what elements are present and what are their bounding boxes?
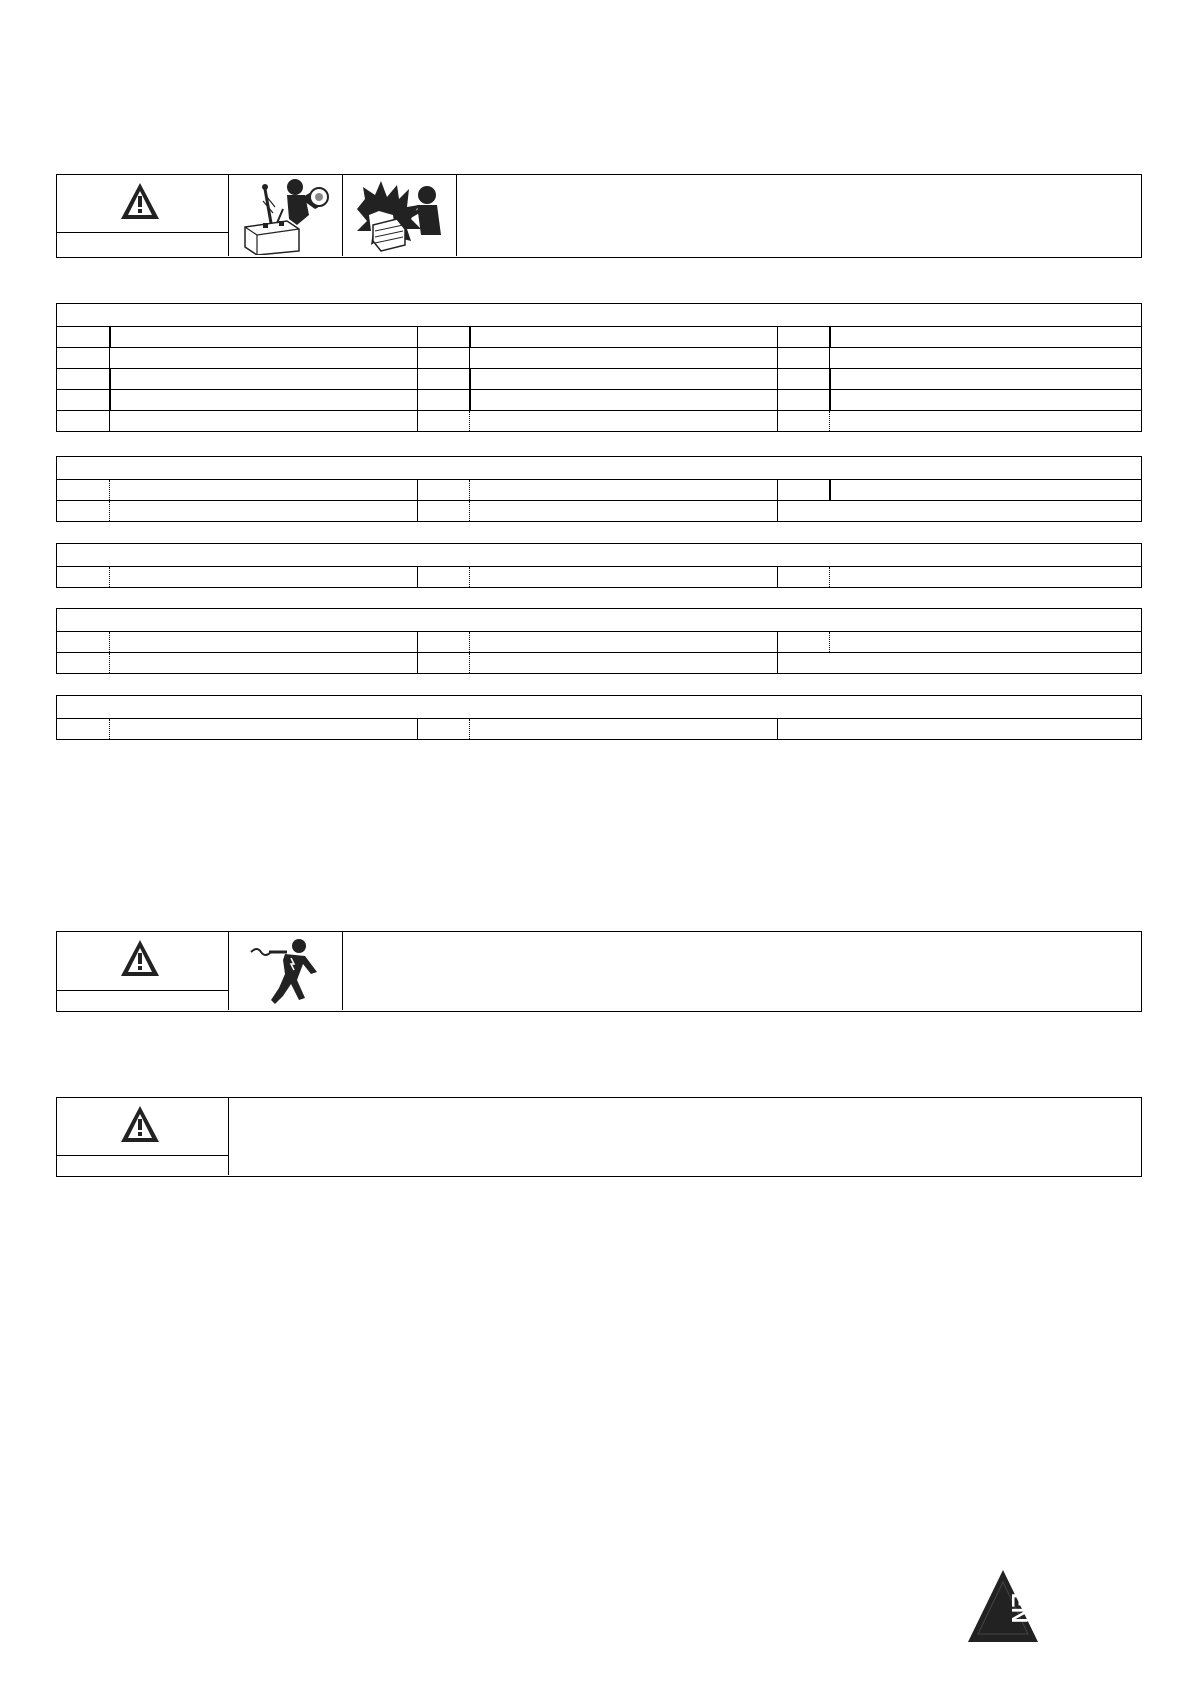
cell-value	[469, 501, 777, 521]
cell-code	[417, 501, 469, 521]
table-title	[57, 544, 1141, 566]
cell-value	[109, 369, 417, 389]
cell-code	[57, 369, 109, 389]
column-divider	[456, 175, 457, 256]
cell-code	[57, 653, 109, 673]
cell-value	[109, 411, 417, 431]
cell-code	[417, 348, 469, 368]
cell-value	[469, 390, 777, 410]
table-row	[57, 652, 1141, 673]
cell-value	[109, 632, 417, 652]
cell-value	[469, 369, 777, 389]
language-badge-label: EN	[1007, 1592, 1032, 1624]
cell-code	[417, 480, 469, 500]
table-row	[57, 500, 1141, 521]
cell-value	[469, 719, 777, 739]
cell-value	[469, 567, 777, 587]
cell-code	[57, 632, 109, 652]
cell-code	[777, 390, 829, 410]
cell-value	[469, 632, 777, 652]
table-title-row	[57, 609, 1141, 631]
cell-code	[777, 348, 829, 368]
cell-code	[777, 369, 829, 389]
table-title	[57, 304, 1141, 326]
cell-value	[109, 501, 417, 521]
language-badge-icon	[966, 1568, 1040, 1649]
cell-code	[57, 501, 109, 521]
cell-value	[829, 390, 1141, 410]
cell-value	[109, 567, 417, 587]
table-row	[57, 326, 1141, 347]
table-row	[57, 566, 1141, 587]
cell-value	[109, 480, 417, 500]
warning-message	[458, 175, 1138, 256]
cell-code	[417, 369, 469, 389]
cell-code	[417, 411, 469, 431]
cell-code	[417, 632, 469, 652]
cell-value	[469, 327, 777, 347]
data-table-5	[56, 695, 1142, 740]
cell-code	[777, 480, 829, 500]
table-title-row	[57, 544, 1141, 566]
cell-code	[417, 719, 469, 739]
table-row	[57, 631, 1141, 652]
table-title-row	[57, 457, 1141, 479]
cell-value	[829, 327, 1141, 347]
cell-value	[829, 348, 1141, 368]
cell-code	[57, 390, 109, 410]
table-title	[57, 609, 1141, 631]
cell-value	[829, 369, 1141, 389]
column-divider	[228, 1098, 229, 1175]
warning-triangle-icon	[119, 938, 161, 978]
column-divider	[342, 932, 343, 1010]
table-row	[57, 718, 1141, 739]
cell-value	[829, 567, 1141, 587]
warning-block-3	[56, 1097, 1142, 1177]
cell-value	[109, 653, 417, 673]
table-title-row	[57, 696, 1141, 718]
data-table-3	[56, 543, 1142, 588]
cell-value	[469, 348, 777, 368]
cell-code	[57, 480, 109, 500]
cell-code	[57, 348, 109, 368]
cell-code	[777, 567, 829, 587]
table-row	[57, 479, 1141, 500]
warning-message	[344, 932, 1138, 1010]
cell-code	[417, 567, 469, 587]
cell-value	[829, 411, 1141, 431]
table-title-row	[57, 304, 1141, 326]
data-table-4	[56, 608, 1142, 674]
battery-acid-hazard-icon	[235, 179, 335, 260]
table-title	[57, 696, 1141, 718]
warning-triangle-icon	[119, 181, 161, 221]
signal-word-divider	[57, 990, 228, 991]
cell-code	[57, 411, 109, 431]
table-row	[57, 410, 1141, 431]
table-row	[57, 389, 1141, 410]
cell-value	[109, 719, 417, 739]
data-table-1	[56, 303, 1142, 432]
cell-code	[417, 653, 469, 673]
cell-code	[777, 327, 829, 347]
cell-code	[417, 390, 469, 410]
explosion-hazard-icon	[349, 179, 449, 260]
cell-divider	[777, 501, 778, 521]
cell-value	[829, 480, 1141, 500]
data-table-2	[56, 456, 1142, 522]
electric-shock-hazard-icon	[247, 938, 327, 1011]
warning-block-1	[56, 174, 1142, 258]
signal-word-divider	[57, 232, 228, 233]
column-divider	[228, 175, 229, 256]
cell-code	[57, 567, 109, 587]
cell-code	[777, 632, 829, 652]
cell-value	[469, 653, 777, 673]
warning-message	[230, 1098, 1138, 1175]
cell-value	[469, 411, 777, 431]
cell-code	[777, 411, 829, 431]
signal-word-divider	[57, 1155, 228, 1156]
warning-triangle-icon	[119, 1104, 161, 1144]
cell-code	[417, 327, 469, 347]
cell-value	[109, 327, 417, 347]
cell-value	[109, 390, 417, 410]
column-divider	[228, 932, 229, 1010]
table-row	[57, 347, 1141, 368]
cell-value	[469, 480, 777, 500]
cell-code	[57, 719, 109, 739]
cell-divider	[777, 653, 778, 673]
table-row	[57, 368, 1141, 389]
cell-code	[57, 327, 109, 347]
cell-value	[829, 632, 1141, 652]
warning-block-2	[56, 931, 1142, 1012]
table-title	[57, 457, 1141, 479]
column-divider	[342, 175, 343, 256]
cell-divider	[777, 719, 778, 739]
cell-value	[109, 348, 417, 368]
